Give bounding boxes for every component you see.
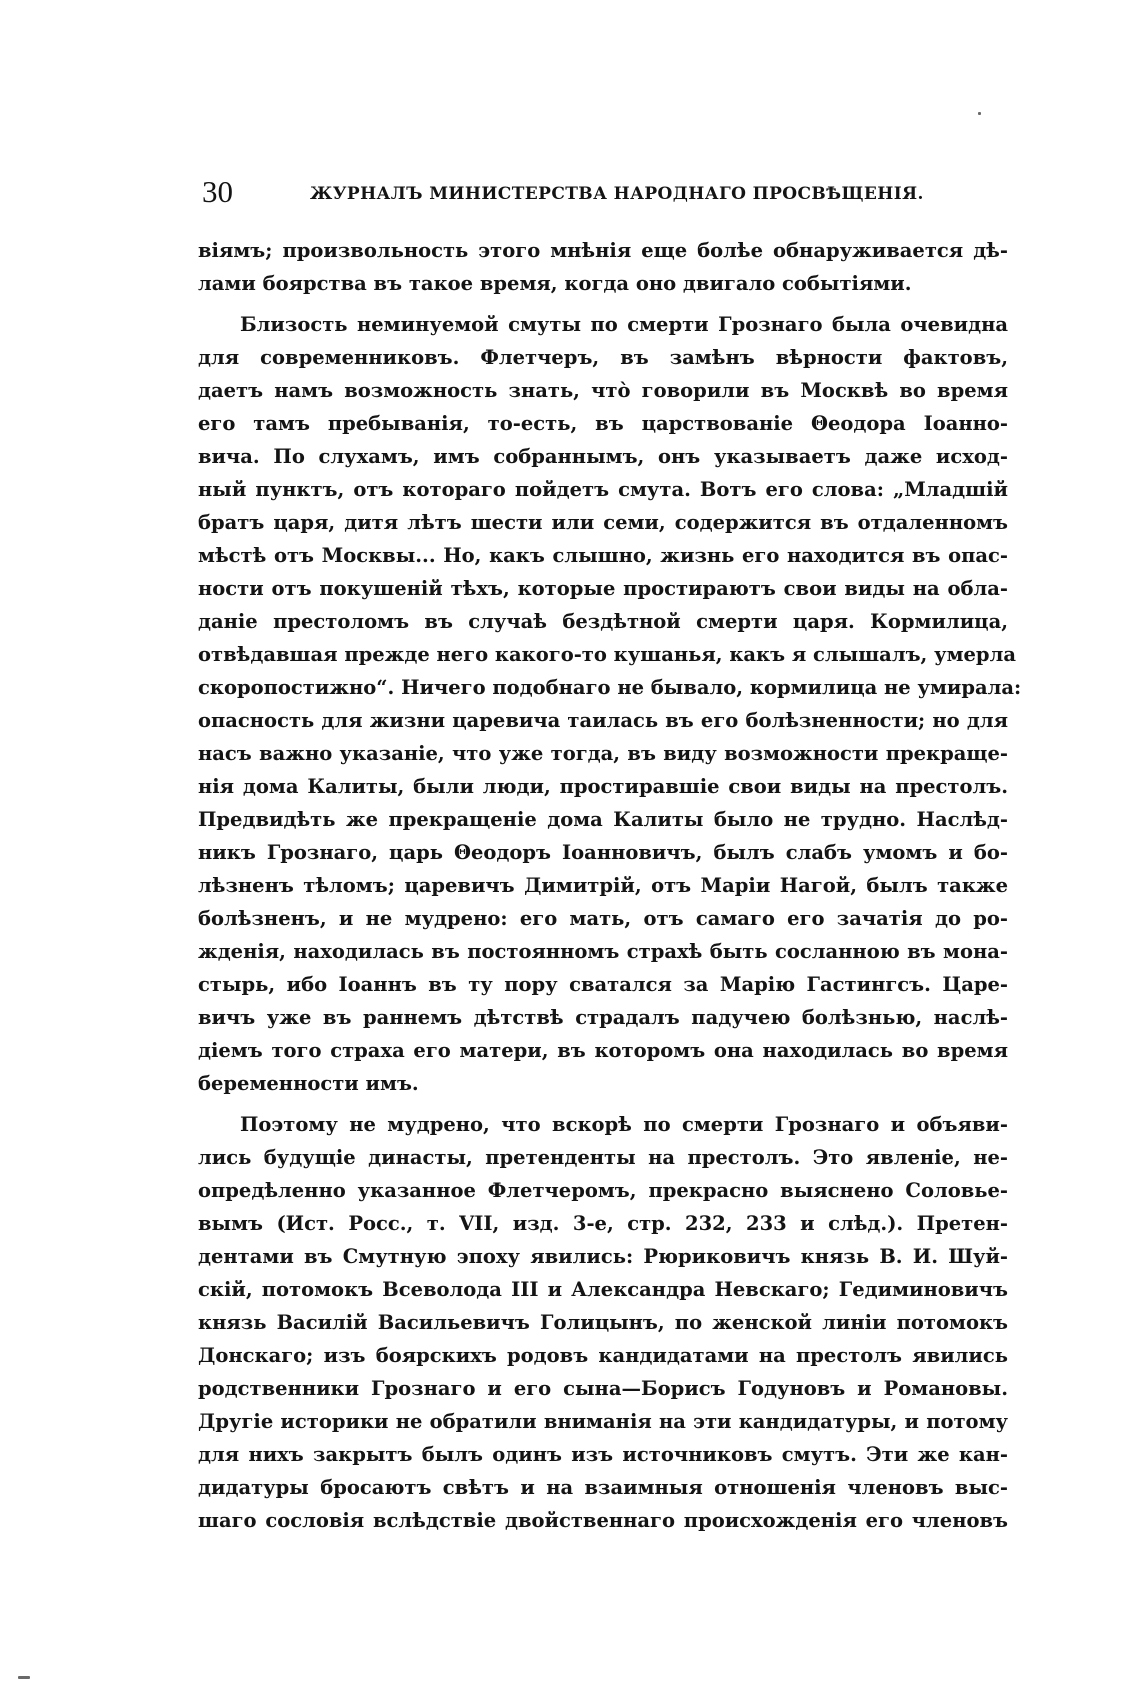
text-line: скоропостижно“. Ничего подобнаго не бывало, кормилица не умирала: (198, 676, 1022, 699)
text-line: опредѣленно указанное Флетчеромъ, прекрасно выяснено Соловье- (198, 1179, 1008, 1202)
text-line: для нихъ закрытъ былъ одинъ изъ источниковъ смутъ. Эти же кан- (198, 1443, 1008, 1466)
page-number: 30 (202, 174, 233, 209)
text-line: Донскаго; изъ боярскихъ родовъ кандидатами на престолъ явились (198, 1344, 1008, 1367)
text-line: его тамъ пребыванія, то-есть, въ царствованіе Θеодора Іоанно- (198, 412, 1008, 435)
text-line: никъ Грознаго, царь Θеодоръ Іоанновичъ, былъ слабъ умомъ и бо- (198, 841, 1008, 864)
text-line: скій, потомокъ Всеволода III и Александра Невскаго; Гедиминовичъ (198, 1278, 1008, 1301)
text-line: ности отъ покушеній тѣхъ, которые простираютъ свои виды на обла- (198, 577, 1008, 600)
text-line: мѣстѣ отъ Москвы... Но, какъ слышно, жизнь его находится въ опас- (198, 544, 1008, 567)
running-head (198, 172, 1008, 212)
text-line: насъ важно указаніе, что уже тогда, въ виду возможности прекраще- (198, 742, 1008, 765)
paragraph-gap (198, 300, 1008, 308)
paragraph (198, 308, 1022, 1100)
scan-speck (18, 1676, 30, 1679)
text-line: вича. По слухамъ, имъ собраннымъ, онъ указываетъ даже исход- (198, 445, 1008, 468)
book-page (198, 172, 1022, 1537)
body-text (198, 234, 1022, 1537)
text-line: ный пунктъ, отъ котораго пойдетъ смута. Вотъ его слова: „Младшій (198, 478, 1008, 501)
text-line: діемъ того страха его матери, въ которомъ она находилась во время (198, 1039, 1008, 1062)
text-line: Предвидѣть же прекращеніе дома Калиты было не трудно. Наслѣд- (198, 808, 1008, 831)
paragraph (198, 234, 1008, 300)
text-line: нія дома Калиты, были люди, простиравшіе свои виды на престолъ. (198, 775, 1008, 798)
paragraph (198, 1108, 1008, 1537)
text-line: Другіе историки не обратили вниманія на эти кандидатуры, и потому (198, 1410, 1008, 1433)
text-line: дентами въ Смутную эпоху явились: Рюриковичъ князь В. И. Шуй- (198, 1245, 1008, 1268)
text-line: дидатуры бросаютъ свѣтъ и на взаимныя отношенія членовъ выс- (198, 1476, 1008, 1499)
text-line: лѣзненъ тѣломъ; царевичъ Димитрій, отъ Маріи Нагой, былъ также (198, 874, 1008, 897)
text-line: вымъ (Ист. Росс., т. VII, изд. 3-е, стр. 232, 233 и слѣд.). Претен- (198, 1212, 1008, 1235)
text-line: Поэтому не мудрено, что вскорѣ по смерти Грознаго и объяви- (240, 1113, 1008, 1136)
text-line: лами боярства въ такое время, когда оно двигало событіями. (198, 272, 912, 295)
text-line: болѣзненъ, и не мудрено: его мать, отъ самаго его зачатія до ро- (198, 907, 1008, 930)
text-line: опасность для жизни царевича таилась въ его болѣзненности; но для (198, 709, 1008, 732)
text-line: родственники Грознаго и его сына—Борисъ Годуновъ и Романовы. (198, 1377, 1008, 1400)
text-line: братъ царя, дитя лѣтъ шести или семи, содержится въ отдаленномъ (198, 511, 1008, 534)
text-line: беременности имъ. (198, 1072, 419, 1095)
text-line: Близость неминуемой смуты по смерти Грознаго была очевидна (240, 313, 1008, 336)
paragraph-gap (198, 1100, 1008, 1108)
text-line: отвѣдавшая прежде него какого-то кушанья, какъ я слышалъ, умерла (198, 643, 1016, 666)
text-line: стырь, ибо Іоаннъ въ ту пору сватался за Марію Гастингсъ. Царе- (198, 973, 1008, 996)
text-line: даетъ намъ возможность знать, что̀ говорили въ Москвѣ во время (198, 379, 1008, 402)
text-line: шаго сословія вслѣдствіе двойственнаго происхожденія его членовъ (198, 1509, 1008, 1532)
text-line: князь Василій Васильевичъ Голицынъ, по женской линіи потомокъ (198, 1311, 1008, 1334)
text-line: вичъ уже въ раннемъ дѣтствѣ страдалъ падучею болѣзнью, наслѣ- (198, 1006, 1008, 1029)
text-line: жденія, находилась въ постоянномъ страхѣ быть сосланною въ мона- (198, 940, 1008, 963)
text-line: віямъ; произвольность этого мнѣнія еще болѣе обнаруживается дѣ- (198, 239, 1008, 262)
scan-speck (978, 112, 981, 115)
text-line: лись будущіе династы, претенденты на престолъ. Это явленіе, не- (198, 1146, 1008, 1169)
text-line: для современниковъ. Флетчеръ, въ замѣнъ вѣрности фактовъ, (198, 346, 1008, 369)
journal-title: ЖУРНАЛЪ МИНИСТЕРСТВА НАРОДНАГО ПРОСВѢЩЕНІЯ. (310, 184, 924, 204)
text-line: даніе престоломъ въ случаѣ бездѣтной смерти царя. Кормилица, (198, 610, 1008, 633)
